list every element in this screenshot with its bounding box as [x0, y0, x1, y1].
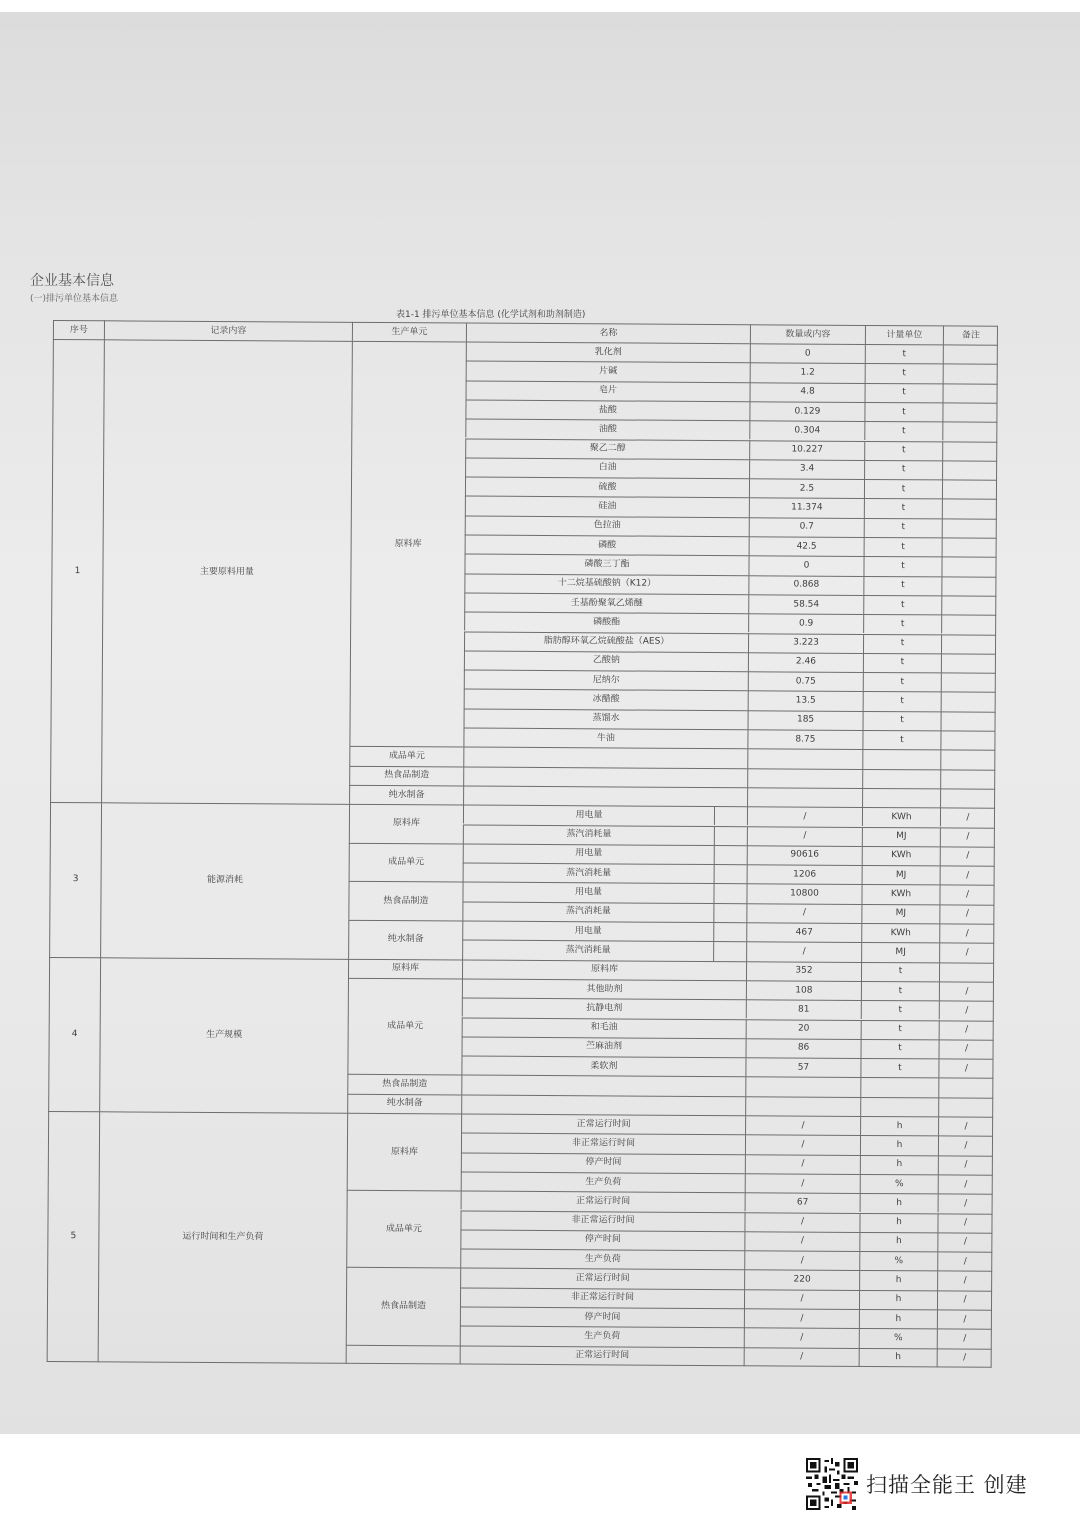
sequence-cell: 3	[49, 802, 101, 957]
measure-unit-cell: t	[864, 518, 942, 538]
quantity-cell: 1.2	[750, 363, 865, 383]
quantity-cell: 11.374	[749, 498, 864, 518]
measure-unit-cell: KWh	[861, 923, 939, 943]
production-unit-cell: 成品单元	[347, 978, 462, 1075]
quantity-cell: 4.8	[750, 382, 865, 402]
quantity-cell: 86	[746, 1038, 861, 1058]
sequence-cell: 5	[47, 1111, 100, 1362]
item-name-cell: 蒸汽消耗量	[462, 901, 713, 922]
measure-unit-cell: t	[863, 653, 941, 673]
sequence-cell: 4	[48, 957, 100, 1112]
item-name-cell: 皂片	[466, 380, 750, 401]
item-name-cell: 磷酸	[465, 535, 749, 556]
remark-cell: /	[937, 1290, 992, 1310]
measure-unit-cell: t	[864, 402, 942, 422]
item-name-cell: 壬基酚聚氧乙烯醚	[464, 592, 748, 613]
production-unit-cell: 原料库	[349, 341, 465, 747]
quantity-cell: 8.75	[747, 729, 862, 749]
measure-unit-cell: t	[863, 691, 941, 711]
quantity-cell: 0	[748, 556, 863, 576]
remark-cell: /	[937, 1271, 992, 1291]
quantity-cell: 0.75	[748, 671, 863, 691]
record-content-cell: 运行时间和生产负荷	[98, 1111, 348, 1363]
measure-unit-cell: h	[859, 1270, 937, 1290]
header-item: 名称	[466, 323, 750, 344]
item-name-cell: 硫酸	[465, 477, 749, 498]
measure-unit-cell: h	[860, 1155, 938, 1175]
item-name-cell: 停产时间	[460, 1229, 744, 1250]
quantity-cell: /	[745, 1154, 860, 1174]
measure-unit-cell: MJ	[861, 942, 939, 962]
remark-cell: /	[939, 904, 994, 924]
item-name-cell: 白油	[465, 457, 749, 478]
measure-unit-cell: t	[864, 421, 942, 441]
production-unit-cell: 热食品制造	[347, 1074, 461, 1094]
measure-unit-cell: t	[863, 556, 941, 576]
item-name-cell: 牛油	[463, 728, 747, 749]
quantity-cell: 352	[746, 961, 861, 981]
quantity-cell: 1206	[747, 864, 862, 884]
quantity-cell: 185	[748, 710, 863, 730]
measure-unit-cell: t	[863, 576, 941, 596]
item-name-cell: 非正常运行时间	[461, 1133, 745, 1154]
item-name-cell: 色拉油	[465, 515, 749, 536]
item-name-cell: 片碱	[466, 361, 750, 382]
quantity-cell: 0.7	[749, 517, 864, 537]
record-content-cell: 能源消耗	[100, 802, 349, 958]
measure-unit-cell: t	[861, 1019, 939, 1039]
remark-cell: /	[940, 827, 995, 847]
production-unit-cell: 成品单元	[349, 746, 463, 766]
quantity-cell: 467	[746, 922, 861, 942]
quantity-cell: 0	[750, 343, 865, 363]
remark-cell: /	[937, 1252, 992, 1272]
quantity-cell: 13.5	[748, 691, 863, 711]
production-unit-cell: 原料库	[349, 804, 463, 843]
production-unit-cell: 热食品制造	[346, 1267, 460, 1345]
item-name-cell: 用电量	[462, 882, 713, 903]
remark-cell: /	[939, 943, 994, 963]
quantity-cell: /	[744, 1308, 859, 1328]
measure-unit-cell: t	[865, 344, 943, 364]
measure-unit-cell: %	[859, 1251, 937, 1271]
remark-cell: /	[937, 1309, 992, 1329]
quantity-cell: 2.5	[749, 478, 864, 498]
quantity-cell: 90616	[747, 845, 862, 865]
measure-unit-cell: t	[864, 440, 942, 460]
item-name-cell: 蒸馏水	[464, 708, 748, 729]
item-name-cell: 油酸	[465, 419, 749, 440]
table-bottom-border	[47, 320, 998, 1368]
measure-unit-cell: h	[859, 1309, 937, 1329]
quantity-cell: 81	[746, 999, 861, 1019]
measure-unit-cell: MJ	[862, 865, 940, 885]
sequence-cell: 1	[50, 339, 104, 802]
production-unit-cell: 纯水制备	[349, 785, 463, 805]
item-name-cell: 用电量	[463, 843, 714, 864]
quantity-cell: /	[746, 942, 861, 962]
measure-unit-cell: t	[861, 1039, 939, 1059]
item-name-cell: 和毛油	[462, 1017, 746, 1038]
item-name-cell: 冰醋酸	[464, 689, 748, 710]
quantity-cell: 3.4	[749, 459, 864, 479]
item-name-cell: 原料库	[462, 959, 746, 980]
production-unit-cell: 成品单元	[349, 843, 463, 882]
measure-unit-cell: h	[860, 1193, 938, 1213]
remark-cell: /	[937, 1348, 992, 1368]
header-qty: 数量或内容	[750, 324, 865, 344]
item-name-cell: 脂肪醇环氧乙烷硫酸盐（AES）	[464, 631, 748, 652]
remark-cell: /	[938, 1059, 993, 1079]
measure-unit-cell: t	[861, 1000, 939, 1020]
item-name-cell: 生产负荷	[461, 1171, 745, 1192]
measure-unit-cell: MJ	[861, 904, 939, 924]
remark-cell: /	[940, 808, 995, 828]
measure-unit-cell: t	[863, 614, 941, 634]
info-table	[47, 320, 998, 1384]
measure-unit-cell: t	[861, 962, 939, 982]
table-caption: 表1-1 排污单位基本信息 (化学试剂和助剂制造)	[396, 310, 586, 320]
remark-cell: /	[938, 1136, 993, 1156]
remark-cell: /	[937, 1329, 992, 1349]
remark-cell: /	[940, 866, 995, 886]
measure-unit-cell: KWh	[862, 807, 940, 827]
item-name-cell: 停产时间	[461, 1152, 745, 1173]
quantity-cell: 10.227	[749, 440, 864, 460]
production-unit-cell: 原料库	[347, 1113, 461, 1191]
quantity-cell: /	[744, 1289, 859, 1309]
quantity-cell: /	[747, 806, 862, 826]
remark-cell: /	[939, 923, 994, 943]
quantity-cell: 0.129	[749, 401, 864, 421]
quantity-cell: 67	[745, 1192, 860, 1212]
item-name-cell: 正常运行时间	[461, 1114, 745, 1135]
production-unit-cell: 纯水制备	[348, 920, 462, 959]
quantity-cell: 220	[744, 1270, 859, 1290]
header-content: 记录内容	[104, 320, 352, 341]
quantity-cell: /	[746, 903, 861, 923]
remark-cell: /	[938, 1116, 993, 1136]
quantity-cell: 57	[745, 1057, 860, 1077]
remark-cell: /	[939, 1039, 994, 1059]
measure-unit-cell: h	[860, 1116, 938, 1136]
remark-cell: /	[938, 1155, 993, 1175]
page-subheading: (一)排污单位基本信息	[30, 294, 119, 304]
header-seq: 序号	[53, 320, 104, 339]
measure-unit-cell: t	[862, 730, 940, 750]
quantity-cell: 3.223	[748, 633, 863, 653]
item-name-cell: 乙酸钠	[464, 650, 748, 671]
quantity-cell: /	[744, 1347, 859, 1367]
measure-unit-cell: h	[859, 1232, 937, 1252]
item-name-cell: 苎麻油剂	[462, 1036, 746, 1057]
quantity-cell: /	[747, 826, 862, 846]
remark-cell: /	[939, 885, 994, 905]
header-remark: 备注	[943, 325, 998, 344]
quantity-cell: /	[745, 1173, 860, 1193]
item-name-cell: 正常运行时间	[461, 1191, 745, 1212]
quantity-cell: 2.46	[748, 652, 863, 672]
remark-cell: /	[940, 846, 995, 866]
production-unit-cell: 热食品制造	[348, 881, 462, 920]
measure-unit-cell: t	[864, 479, 942, 499]
remark-cell: /	[938, 1194, 993, 1214]
quantity-cell: 20	[746, 1019, 861, 1039]
item-name-cell: 其他助剂	[462, 978, 746, 999]
measure-unit-cell: t	[863, 595, 941, 615]
quantity-cell: 10800	[746, 884, 861, 904]
measure-unit-cell: t	[865, 383, 943, 403]
measure-unit-cell: %	[860, 1174, 938, 1194]
item-name-cell: 生产负荷	[460, 1326, 744, 1347]
item-name-cell: 抗静电剂	[462, 998, 746, 1019]
item-name-cell: 聚乙二醇	[465, 438, 749, 459]
remark-cell: /	[939, 1001, 994, 1021]
quantity-cell: 0.868	[748, 575, 863, 595]
item-name-cell: 十二烷基硫酸钠（K12）	[464, 573, 748, 594]
item-name-cell: 停产时间	[460, 1307, 744, 1328]
item-name-cell: 磷酸酯	[464, 612, 748, 633]
measure-unit-cell: t	[861, 981, 939, 1001]
measure-unit-cell: KWh	[862, 846, 940, 866]
measure-unit-cell: KWh	[861, 884, 939, 904]
quantity-cell: /	[745, 1115, 860, 1135]
production-unit-cell: 成品单元	[346, 1190, 460, 1268]
measure-unit-cell: h	[860, 1135, 938, 1155]
item-name-cell: 柔软剂	[461, 1056, 745, 1077]
quantity-cell: 58.54	[748, 594, 863, 614]
measure-unit-cell: t	[864, 498, 942, 518]
quantity-cell: /	[744, 1231, 859, 1251]
production-unit-cell: 纯水制备	[347, 1093, 461, 1113]
quantity-cell: 0.304	[749, 420, 864, 440]
quantity-cell: /	[744, 1250, 859, 1270]
remark-cell: /	[939, 981, 994, 1001]
item-name-cell: 硅油	[465, 496, 749, 517]
remark-cell: /	[937, 1213, 992, 1233]
qr-code-icon	[806, 1458, 858, 1510]
item-name-cell: 用电量	[463, 805, 714, 826]
record-content-cell: 主要原料用量	[101, 339, 352, 804]
page-heading: 企业基本信息	[30, 273, 114, 289]
item-name-cell: 乳化剂	[466, 342, 750, 363]
production-unit-cell: 原料库	[348, 958, 462, 978]
remark-cell: /	[938, 1174, 993, 1194]
header-unit: 生产单元	[352, 322, 466, 342]
item-name-cell: 蒸汽消耗量	[462, 940, 713, 961]
item-name-cell: 盐酸	[465, 399, 749, 420]
measure-unit-cell: t	[863, 711, 941, 731]
measure-unit-cell: MJ	[862, 826, 940, 846]
quantity-cell: /	[745, 1135, 860, 1155]
remark-cell: /	[937, 1232, 992, 1252]
measure-unit-cell: t	[863, 633, 941, 653]
record-content-cell: 生产规模	[99, 957, 348, 1113]
quantity-cell: 0.9	[748, 613, 863, 633]
item-name-cell: 正常运行时间	[460, 1268, 744, 1289]
measure-unit-cell: h	[859, 1290, 937, 1310]
measure-unit-cell: t	[863, 672, 941, 692]
quantity-cell: 108	[746, 980, 861, 1000]
measure-unit-cell: %	[859, 1328, 937, 1348]
header-measure: 计量单位	[865, 325, 943, 344]
item-name-cell: 蒸汽消耗量	[463, 863, 714, 884]
quantity-cell: /	[744, 1212, 859, 1232]
measure-unit-cell: t	[865, 363, 943, 383]
item-name-cell: 磷酸三丁酯	[464, 554, 748, 575]
quantity-cell: 42.5	[749, 536, 864, 556]
item-name-cell: 非正常运行时间	[460, 1210, 744, 1231]
item-name-cell: 用电量	[462, 921, 713, 942]
measure-unit-cell: t	[860, 1058, 938, 1078]
item-name-cell: 尼纳尔	[464, 670, 748, 691]
measure-unit-cell: h	[859, 1212, 937, 1232]
measure-unit-cell: t	[864, 537, 942, 557]
item-name-cell: 蒸汽消耗量	[463, 824, 714, 845]
item-name-cell: 非正常运行时间	[460, 1287, 744, 1308]
watermark-text: 扫描全能王 创建	[866, 1473, 1028, 1497]
quantity-cell: /	[744, 1328, 859, 1348]
measure-unit-cell: h	[859, 1348, 937, 1368]
remark-cell: /	[939, 1020, 994, 1040]
measure-unit-cell: t	[864, 460, 942, 480]
item-name-cell: 生产负荷	[460, 1249, 744, 1270]
watermark	[806, 1458, 1028, 1510]
production-unit-cell: 热食品制造	[349, 765, 463, 785]
item-name-cell: 正常运行时间	[460, 1345, 744, 1366]
